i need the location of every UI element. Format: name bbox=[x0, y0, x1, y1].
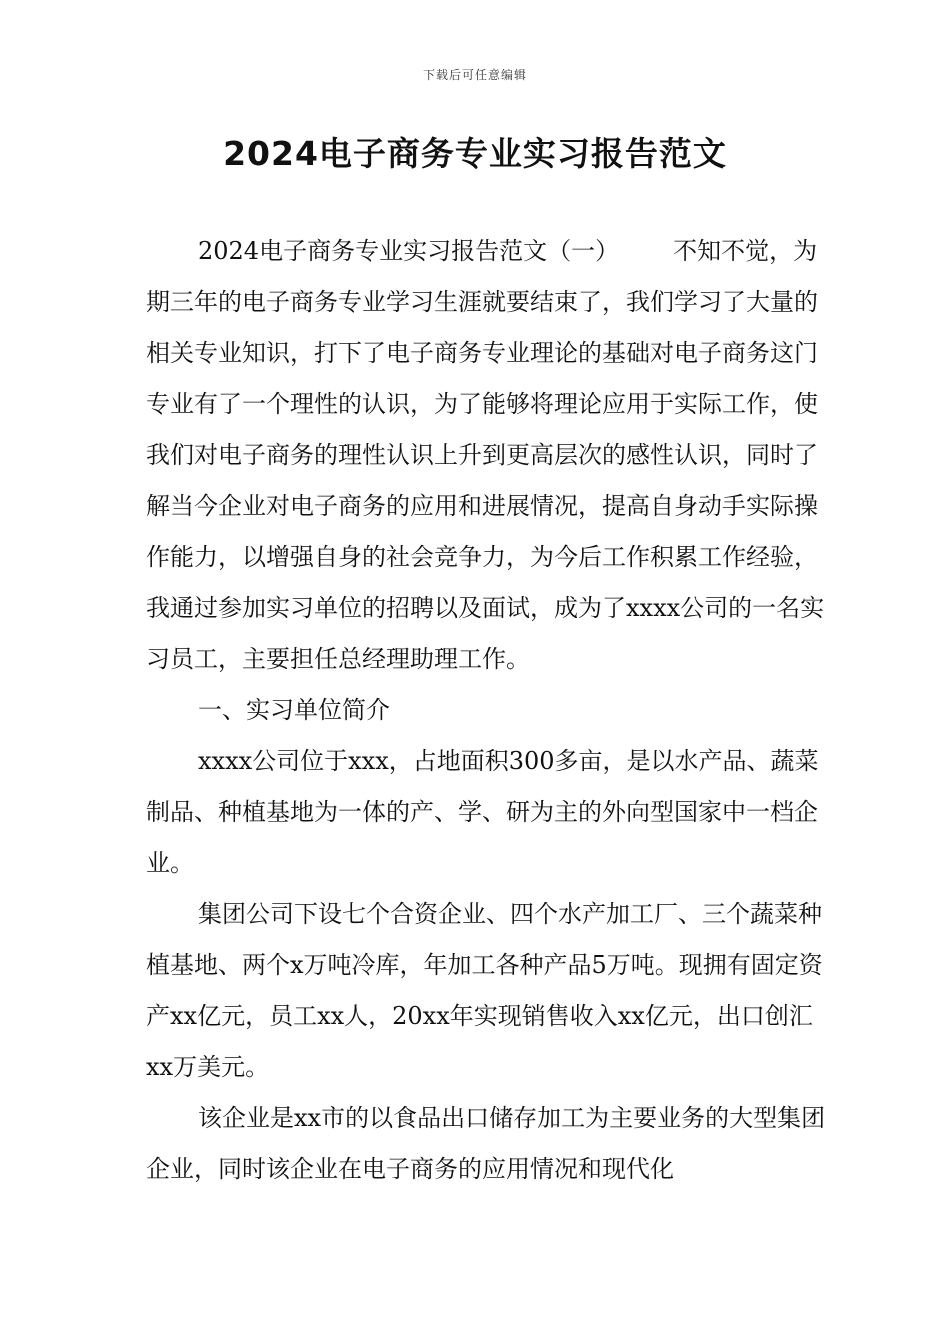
document-title: 2024电子商务专业实习报告范文 bbox=[223, 134, 727, 173]
company-location-paragraph: xxxx公司位于xxx，占地面积300多亩，是以水产品、蔬菜制品、种植基地为一体的产、学、研为主的外向型国家中一档企业。 bbox=[146, 747, 819, 877]
document-body bbox=[146, 226, 836, 1195]
company-business-paragraph: 该企业是xx市的以食品出口储存加工为主要业务的大型集团企业，同时该企业在电子商务的应用情况和现代化 bbox=[146, 1104, 826, 1183]
intro-lead: 2024电子商务专业实习报告范文（一） bbox=[198, 237, 620, 265]
intro-paragraph bbox=[146, 226, 836, 685]
section-heading: 一、实习单位简介 bbox=[198, 696, 390, 724]
header-note: 下载后可任意编辑 bbox=[422, 68, 527, 82]
intro-text: 不知不觉，为期三年的电子商务专业学习生涯就要结束了，我们学习了大量的相关专业知识，打下了电子商务专业理论的基础对电子商务这门专业有了一个理性的认识，为了能够将理论应用于实际工作，使我们对电子商务的理性认识上升到更高层次的感性认识，同时了解当今企业对电子商务的应用和进展情况，提高自身动手实际操作能力，以增强自身的社会竞争力，为今后工作积累工作经验，我通过参加实习单位的招聘以及面试，成为了xxxx公司的一名实习员工，主要担任总经理助理工作。 bbox=[146, 237, 825, 673]
company-structure-paragraph: 集团公司下设七个合资企业、四个水产加工厂、三个蔬菜种植基地、两个x万吨冷库，年加工各种产品5万吨。现拥有固定资产xx亿元，员工xx人，20xx年实现销售收入xx亿元，出口创汇xx万美元。 bbox=[146, 900, 823, 1081]
